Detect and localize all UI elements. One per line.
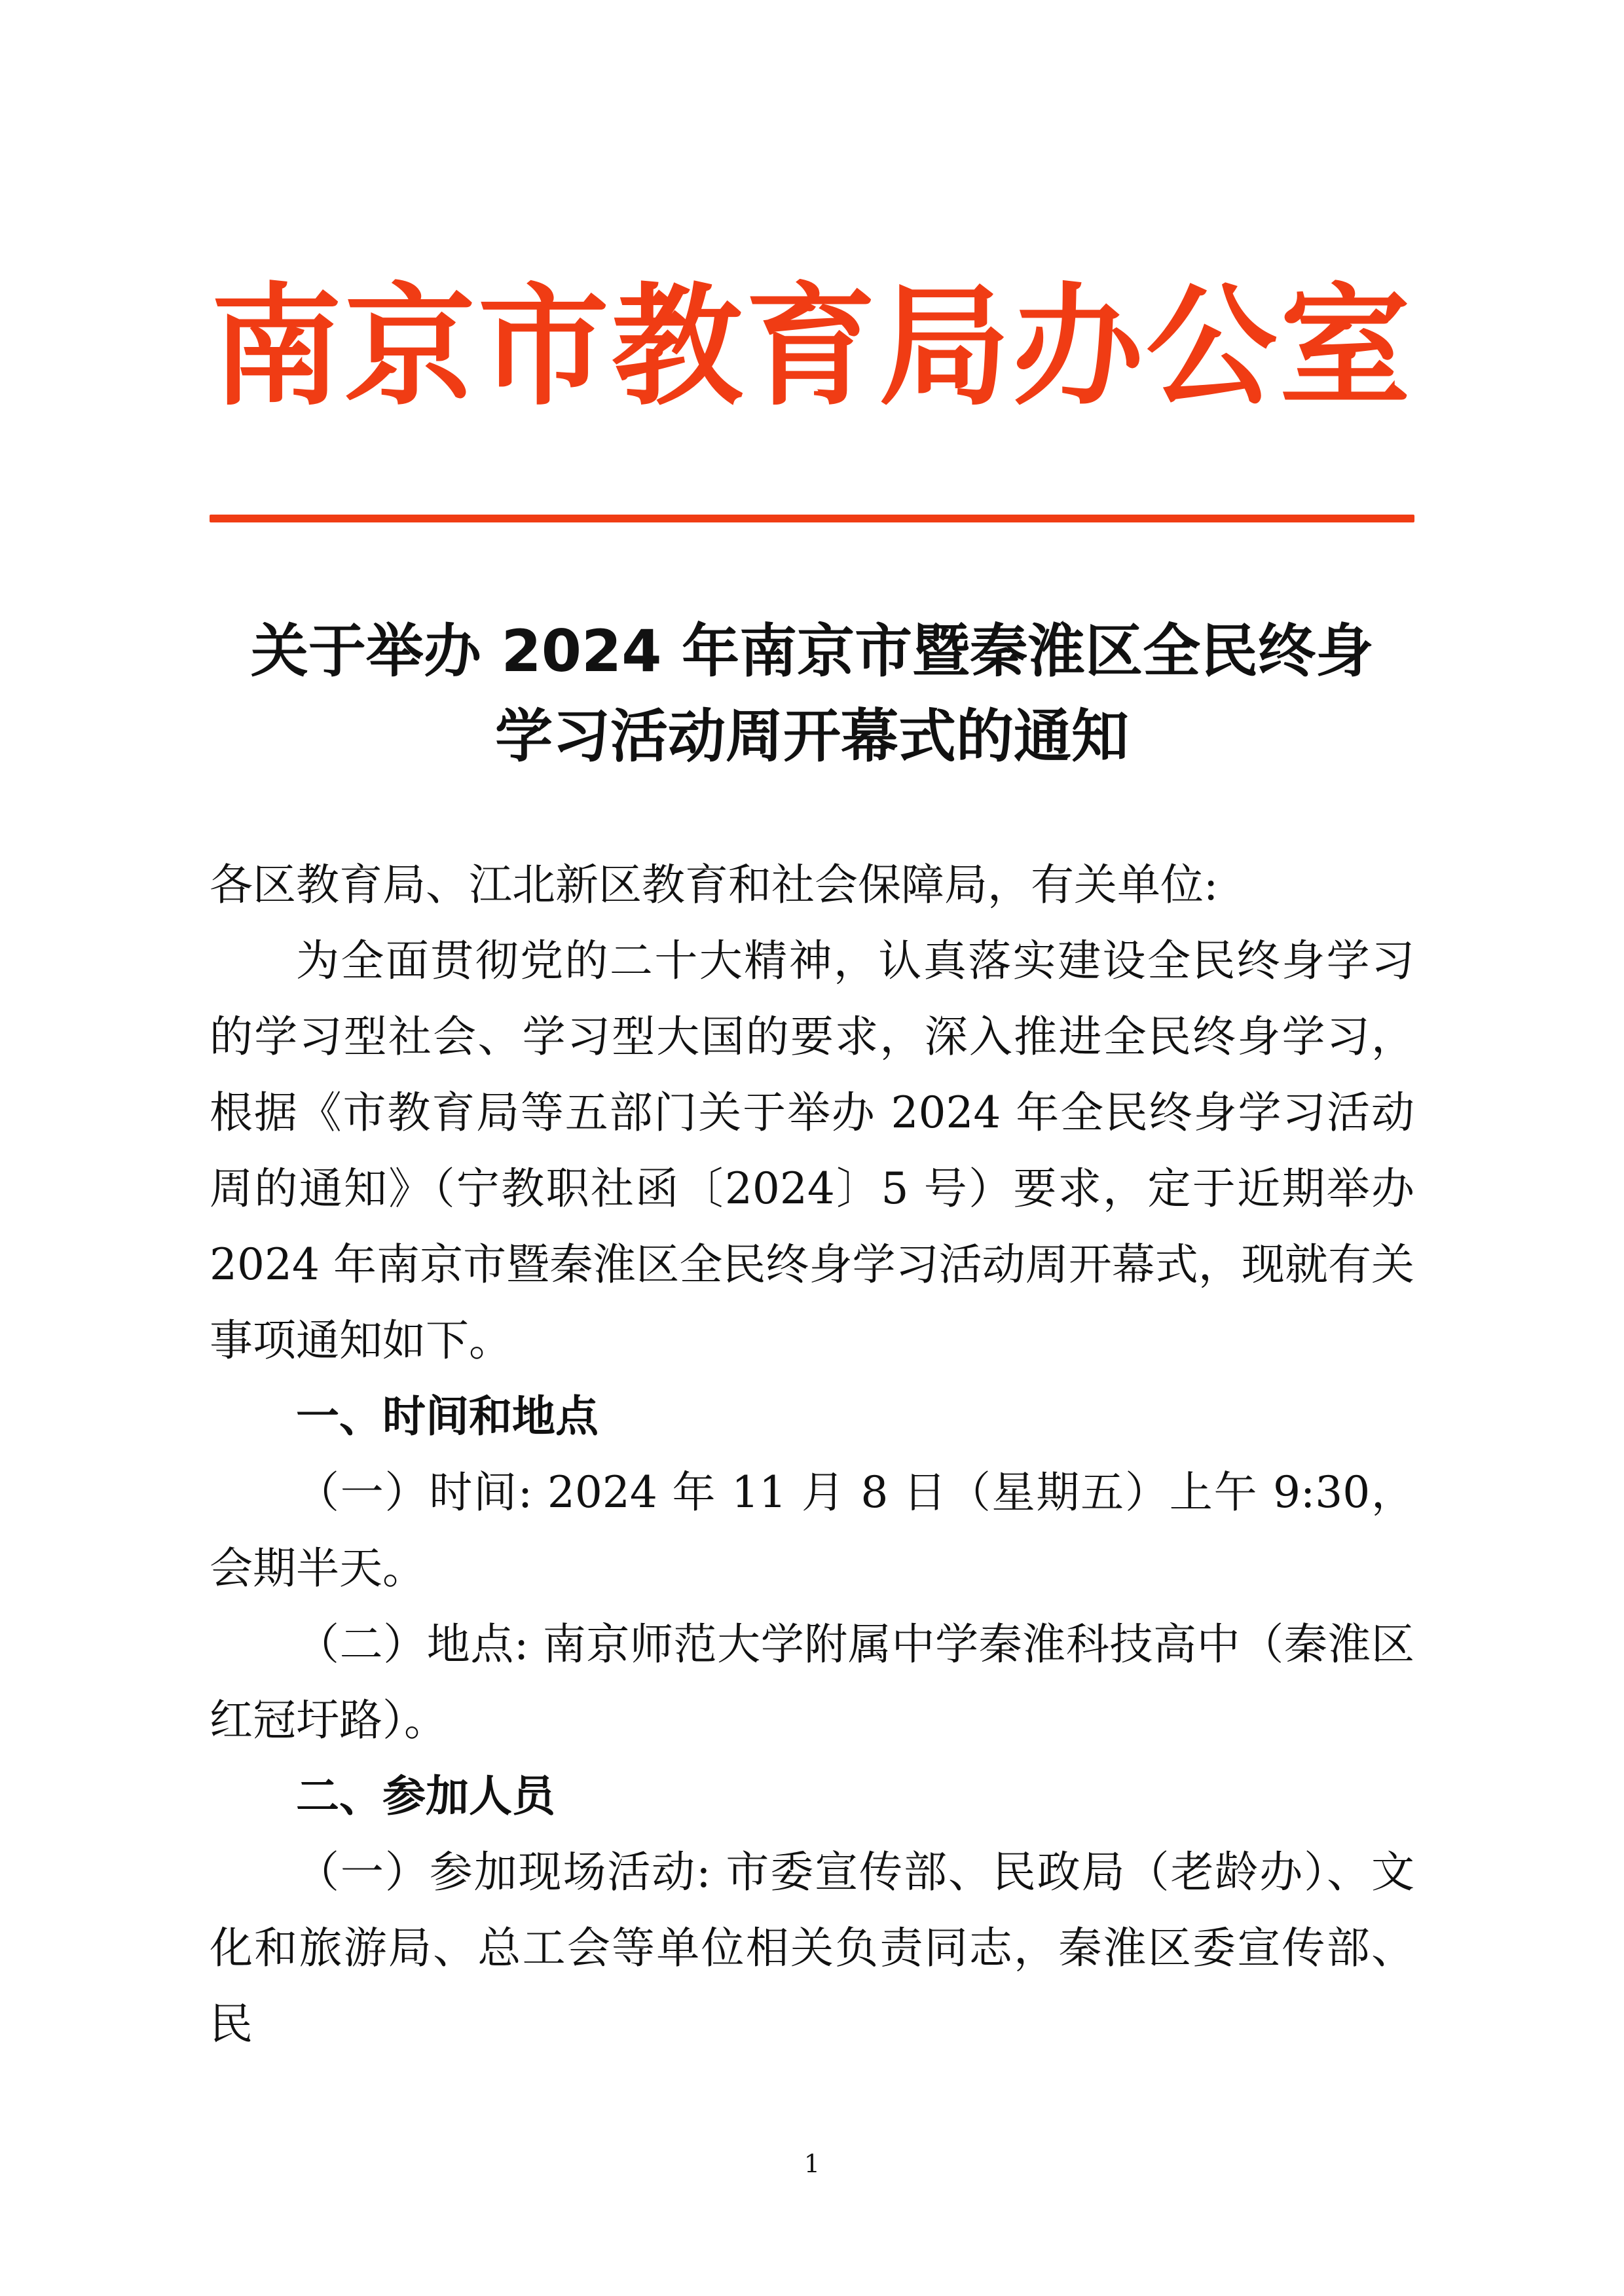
masthead-title: 南京市教育局办公室 [210,270,1413,424]
page-number: 1 [803,2149,821,2178]
document-body [210,847,1414,2062]
document-title [210,609,1414,779]
salutation: 各区教育局、江北新区教育和社会保障局，有关单位: [210,860,1219,910]
section-2-item-1: （一）参加现场活动: 市委宣传部、民政局（老龄办）、文化和旅游局、总工会等单位相关负责同志，秦淮区委宣传部、民 [210,1847,1414,2049]
section-1-heading: 一、时间和地点 [296,1391,599,1442]
document-title-line-1: 关于举办 2024 年南京市暨秦淮区全民终身 [250,617,1374,685]
document-title-line-2: 学习活动周开幕式的通知 [494,702,1129,770]
intro-paragraph: 为全面贯彻党的二十大精神，认真落实建设全民终身学习的学习型社会、学习型大国的要求，深入推进全民终身学习，根据《市教育局等五部门关于举办 2024 年全民终身学习活动周的通知》（宁教职社函〔2024〕5 号）要求，定于近期举办 2024 年南京市暨秦淮区全民终身学习活动周开幕式，现就有关事项通知如下。 [210,936,1414,1366]
section-1-item-1: （一）时间: 2024 年 11 月 8 日（星期五）上午 9:30，会期半天。 [210,1467,1414,1594]
section-1-item-2: （二）地点: 南京师范大学附属中学秦淮科技高中（秦淮区红冠圩路）。 [210,1619,1414,1745]
red-divider-rule [210,515,1414,522]
section-2-heading: 二、参加人员 [296,1771,555,1821]
